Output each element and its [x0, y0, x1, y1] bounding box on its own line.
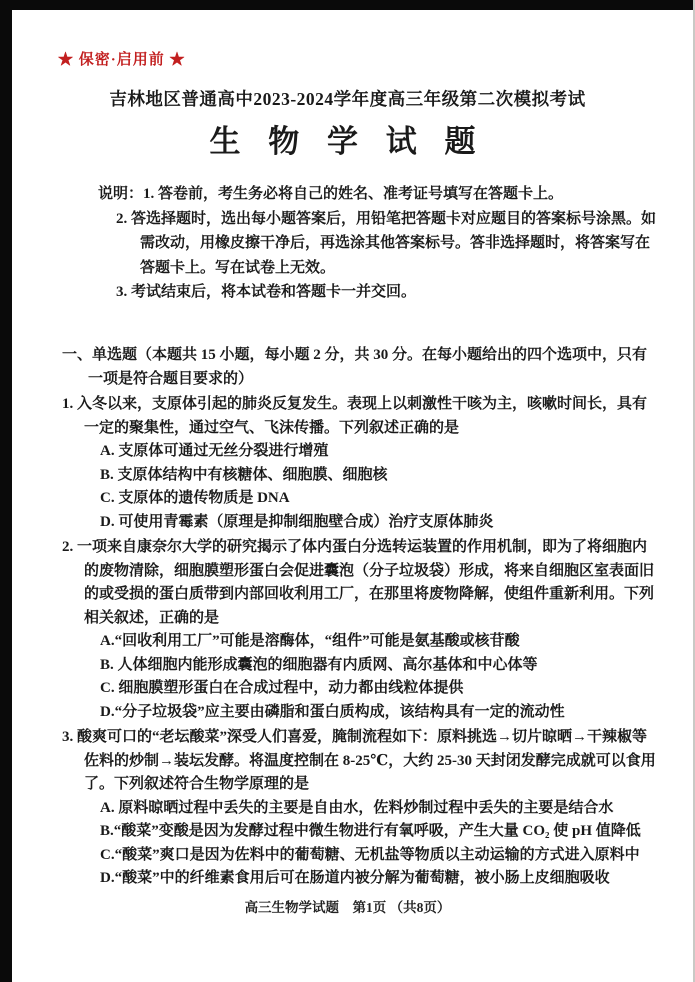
instruction-line-2: 2. 答选择题时，选出每小题答案后，用铅笔把答题卡对应题目的答案标号涂黑。如需改动，用橡皮擦干净后，再选涂其他答案标号。答非选择题时，将答案写在答题卡上。写在试卷上无效。: [116, 210, 657, 276]
option-d: D. 可使用青霉素（原理是抑制细胞壁合成）治疗支原体肺炎: [100, 513, 494, 530]
scan-edge-top: [0, 0, 695, 10]
option-b: B. 人体细胞内能形成囊泡的细胞器有内质网、高尔基体和中心体等: [100, 656, 538, 673]
option-a: A. 支原体可通过无丝分裂进行增殖: [100, 443, 329, 459]
option-b: B.“酸菜”变酸是因为发酵过程中微生物进行有氧呼吸，产生大量 CO₂ 使 pH 值降低: [100, 823, 641, 839]
section-title: 一、单选题（本题共 15 小题，每小题 2 分，共 30 分。在每小题给出的四个选项中，只有一项是符合题目要求的）: [62, 347, 648, 387]
security-notice: ★ 保密·启用前 ★: [58, 52, 186, 68]
option-a: A.“回收利用工厂”可能是溶酶体，“组件”可能是氨基酸或核苷酸: [100, 633, 520, 649]
question-stem: 1. 入冬以来，支原体引起的肺炎反复发生。表现上以刺激性干咳为主，咳嗽时间长，具有一定的聚集性，通过空气、飞沫传播。下列叙述正确的是: [62, 396, 648, 436]
exam-body: [62, 344, 661, 891]
option-d: D.“分子垃圾袋”应主要由磷脂和蛋白质构成，该结构具有一定的流动性: [100, 703, 565, 720]
option-a: A. 原料晾晒过程中丢失的主要是自由水，佐料炒制过程中丢失的主要是结合水: [100, 799, 614, 816]
page-title: 生 物 学 试 题: [209, 124, 486, 159]
exam-instructions: [98, 182, 657, 305]
option-c: C.“酸菜”爽口是因为佐料中的葡萄糖、无机盐等物质以主动运输的方式进入原料中: [100, 846, 640, 863]
option-b: B. 支原体结构中有核糖体、细胞膜、细胞核: [100, 466, 388, 483]
option-c: C. 细胞膜塑形蛋白在合成过程中，动力都由线粒体提供: [100, 680, 464, 696]
question-stem: 2. 一项来自康奈尔大学的研究揭示了体内蛋白分选转运装置的作用机制，即为了将细胞内的废物清除，细胞膜塑形蛋白会促进囊泡（分子垃圾袋）形成，将来自细胞区室表面旧的或受损的蛋白质带到内部回收利用工厂，在那里将废物降解，使组件重新利用。下列相关叙述，正确的是: [62, 539, 655, 626]
page-footer: 高三生物学试题 第1页 （共8页）: [244, 900, 451, 915]
exam-header: 吉林地区普通高中2023-2024学年度高三年级第二次模拟考试: [109, 89, 586, 109]
question-1: [62, 393, 661, 534]
question-3: [62, 726, 661, 891]
option-c: C. 支原体的遗传物质是 DNA: [100, 490, 290, 506]
instruction-line-3: 3. 考试结束后，将本试卷和答题卡一并交回。: [116, 284, 417, 300]
question-2: [62, 536, 661, 724]
question-stem: 3. 酸爽可口的“老坛酸菜”深受人们喜爱，腌制流程如下：原料挑选→切片晾晒→干辣椒等佐料的炒制→装坛发酵。将温度控制在 8-25℃，大约 25-30 天封闭发酵完成就可以食用了。下列叙述符合生物学原理的是: [62, 729, 656, 792]
option-d: D.“酸菜”中的纤维素食用后可在肠道内被分解为葡萄糖，被小肠上皮细胞吸收: [100, 870, 610, 886]
instruction-line-1: 说明：1. 答卷前，考生务必将自己的姓名、准考证号填写在答题卡上。: [98, 186, 564, 202]
